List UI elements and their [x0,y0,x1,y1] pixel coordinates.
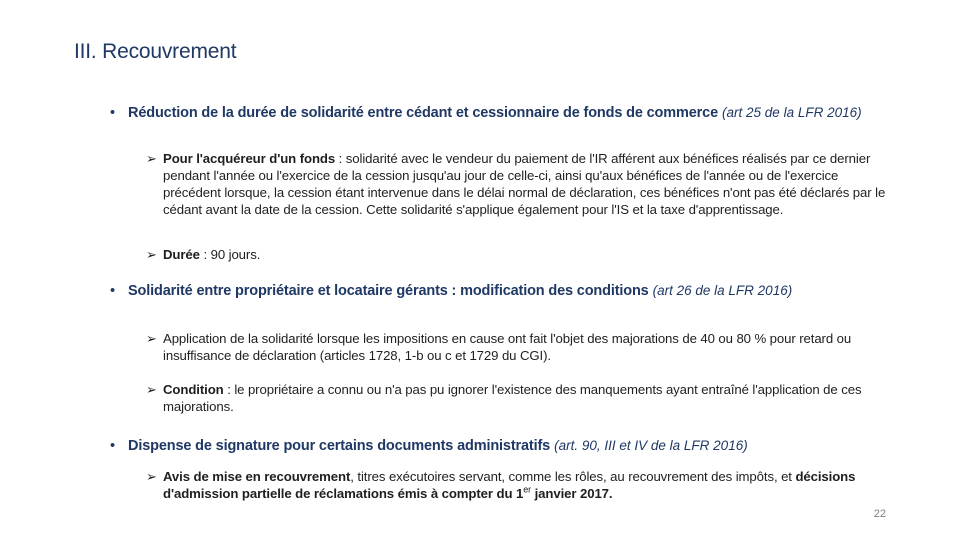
arrow-bullet-icon: ➢ [146,331,157,346]
section-1-item-2 [146,246,888,263]
arrow-bullet-icon: ➢ [146,469,157,484]
section-1-item-1 [146,150,888,218]
slide-title: III. Recouvrement [74,40,237,63]
arrow-bullet-icon: ➢ [146,247,157,262]
section-2 [110,282,890,300]
bullet-icon: • [110,283,116,299]
section-2-item-2 [146,381,888,415]
section-2-item-1 [146,330,888,364]
section-2-heading: • Solidarité entre propriétaire et locataire gérants : modification des conditions (art 26 de la LFR 2016) [110,283,793,299]
arrow-bullet-icon: ➢ [146,382,157,397]
list-item: ➢ Avis de mise en recouvrement, titres exécutoires servant, comme les rôles, au recouvrement des impôts, et décisions d'admission partielle de réclamations émis à compter du 1er janvier 2017. [146,469,856,501]
section-1 [110,104,890,122]
list-item: ➢ Pour l'acquéreur d'un fonds : solidarité avec le vendeur du paiement de l'IR afférent aux bénéfices réalisés par ce dernier pendant l'année ou l'exercice de la cession jusqu'au jour de celle-ci, ainsi qu'aux bénéfices de l'année ou de l'exercice précédent lorsque, la cession étant intervenue dans le délai normal de déclaration, ces bénéfices n'ont pas été déclarés par le cédant avant la date de la cession. Cette solidarité s'applique également pour l'IS et la taxe d'apprentissage. [146,151,886,217]
arrow-bullet-icon: ➢ [146,151,157,166]
page-number: 22 [873,508,886,520]
section-3 [110,437,890,455]
list-item: ➢ Condition : le propriétaire a connu ou n'a pas pu ignorer l'existence des manquements ayant entraîné l'application de ces majorations. [146,382,862,414]
bullet-icon: • [110,438,116,454]
section-1-heading: • Réduction de la durée de solidarité entre cédant et cessionnaire de fonds de commerce (art 25 de la LFR 2016) [110,105,862,121]
section-3-heading: • Dispense de signature pour certains documents administratifs (art. 90, III et IV de la LFR 2016) [110,438,748,454]
list-item: ➢ Durée : 90 jours. [146,247,261,262]
list-item: ➢ Application de la solidarité lorsque les impositions en cause ont fait l'objet des majorations de 40 ou 80 % pour retard ou insuffisance de déclaration (articles 1728, 1-b ou c et 1729 du CGI). [146,331,852,363]
bullet-icon: • [110,105,116,121]
section-3-item-1 [146,468,888,502]
